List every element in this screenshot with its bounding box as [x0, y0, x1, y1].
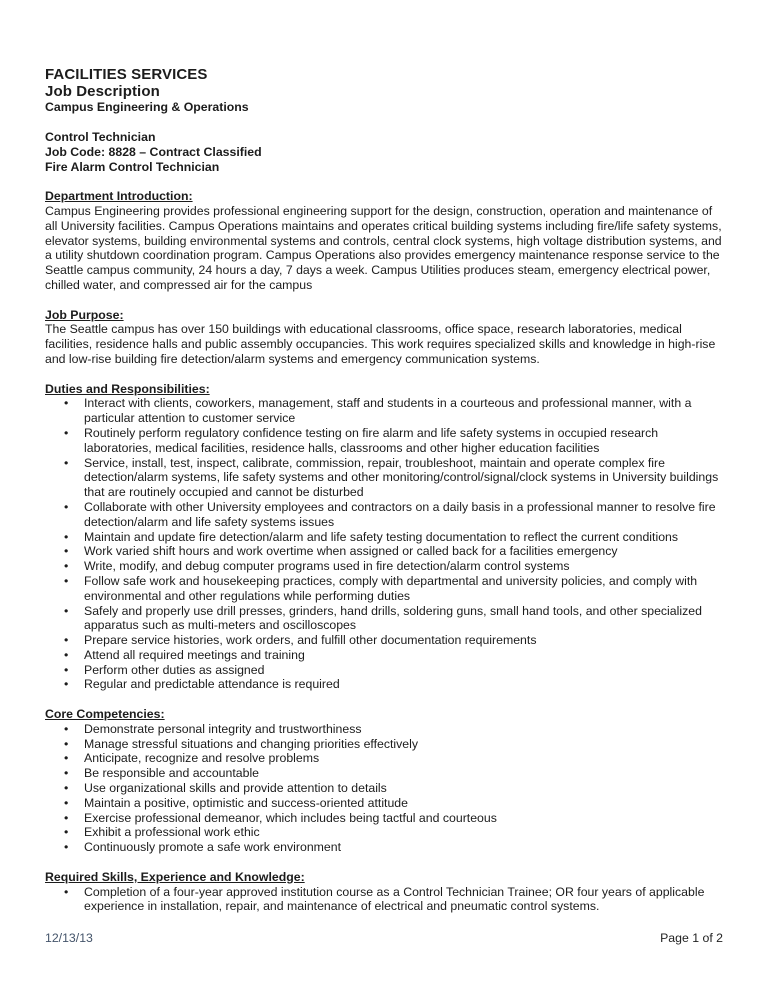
bullet-list: [45, 396, 723, 692]
section-duties-and-responsibilities: [45, 382, 723, 693]
section-heading: Required Skills, Experience and Knowledge:: [45, 869, 305, 884]
bullet-item: • Manage stressful situations and changing priorities effectively: [84, 737, 723, 752]
bullet-item: • Prepare service histories, work orders, and fulfill other documentation requirements: [84, 633, 723, 648]
bullet-list: [45, 885, 723, 915]
bullet-item: • Demonstrate personal integrity and trustworthiness: [84, 722, 723, 737]
section-job-purpose: [45, 308, 723, 367]
document-subtitle: Campus Engineering & Operations: [45, 100, 249, 114]
footer-date: 12/13/13: [45, 931, 93, 945]
section-heading: Duties and Responsibilities:: [45, 381, 210, 396]
bullet-item: • Work varied shift hours and work overtime when assigned or called back for a facilities emergency: [84, 544, 723, 559]
section-heading: Job Purpose:: [45, 307, 124, 322]
document-title: Job Description: [45, 83, 160, 100]
section-department-introduction: [45, 189, 723, 293]
bullet-item: • Attend all required meetings and training: [84, 648, 723, 663]
bullet-list: [45, 722, 723, 855]
bullet-item: • Perform other duties as assigned: [84, 663, 723, 678]
bullet-item: • Routinely perform regulatory confidence testing on fire alarm and life safety systems in occupied research laboratories, medical facilities, residence halls, classrooms and other higher education facilities: [84, 426, 723, 456]
org-name: FACILITIES SERVICES: [45, 66, 208, 83]
section-paragraph: The Seattle campus has over 150 buildings with educational classrooms, office space, research laboratories, medical facilities, residence halls and public assembly occupancies. This work requires specialized skills and knowledge in high-rise and low-rise building fire detection/alarm systems and emergency communication systems.: [45, 322, 716, 366]
position-working-title: Fire Alarm Control Technician: [45, 159, 220, 174]
section-heading: Department Introduction:: [45, 189, 193, 204]
bullet-item: • Collaborate with other University employees and contractors on a daily basis in a professional manner to resolve fire detection/alarm and life safety systems issues: [84, 500, 723, 530]
bullet-item: • Exhibit a professional work ethic: [84, 825, 723, 840]
page-footer: [45, 931, 723, 946]
bullet-item: • Regular and predictable attendance is required: [84, 677, 723, 692]
section-core-competencies: [45, 707, 723, 855]
bullet-item: • Maintain a positive, optimistic and success-oriented attitude: [84, 796, 723, 811]
position-job-code: Job Code: 8828 – Contract Classified: [45, 144, 262, 159]
sections-container: [45, 189, 723, 914]
bullet-item: • Follow safe work and housekeeping practices, comply with departmental and university policies, and comply with environmental and other regulations while performing duties: [84, 574, 723, 604]
bullet-item: • Maintain and update fire detection/alarm and life safety testing documentation to reflect the current conditions: [84, 530, 723, 545]
bullet-item: • Safely and properly use drill presses, grinders, hand drills, soldering guns, small hand tools, and other specialized apparatus such as multi-meters and oscilloscopes: [84, 604, 723, 634]
position-title: Control Technician: [45, 130, 156, 144]
bullet-item: • Be responsible and accountable: [84, 766, 723, 781]
position-block: [45, 130, 723, 174]
bullet-item: • Use organizational skills and provide attention to details: [84, 781, 723, 796]
bullet-item: • Service, install, test, inspect, calibrate, commission, repair, troubleshoot, maintain and operate complex fire detection/alarm systems, life safety systems and other monitoring/control/signal/clock systems in University buildings that are routinely occupied and cannot be disturbed: [84, 456, 723, 500]
document-header: [45, 66, 723, 115]
bullet-item: • Interact with clients, coworkers, management, staff and students in a courteous and professional manner, with a particular attention to customer service: [84, 396, 723, 426]
bullet-item: • Anticipate, recognize and resolve problems: [84, 751, 723, 766]
bullet-item: • Exercise professional demeanor, which includes being tactful and courteous: [84, 811, 723, 826]
footer-page-number: Page 1 of 2: [660, 931, 723, 945]
section-heading: Core Competencies:: [45, 707, 165, 722]
bullet-item: • Completion of a four-year approved institution course as a Control Technician Trainee; OR four years of applicable experience in installation, repair, and maintenance of electrical and pneumatic control systems.: [84, 885, 723, 915]
bullet-item: • Continuously promote a safe work environment: [84, 840, 723, 855]
section-required-skills-experience-and-knowledge: [45, 870, 723, 914]
section-paragraph: Campus Engineering provides professional engineering support for the design, construction, operation and maintenance of all University facilities. Campus Operations maintains and operates critical building systems including fire/life safety systems, elevator systems, building environmental systems and controls, central clock systems, high voltage distribution systems, and a utility shutdown coordination program. Campus Operations also provides emergency maintenance response service to the Seattle campus community, 24 hours a day, 7 days a week. Campus Utilities produces steam, emergency electrical power, chilled water, and compressed air for the campus: [45, 203, 722, 292]
bullet-item: • Write, modify, and debug computer programs used in fire detection/alarm control systems: [84, 559, 723, 574]
